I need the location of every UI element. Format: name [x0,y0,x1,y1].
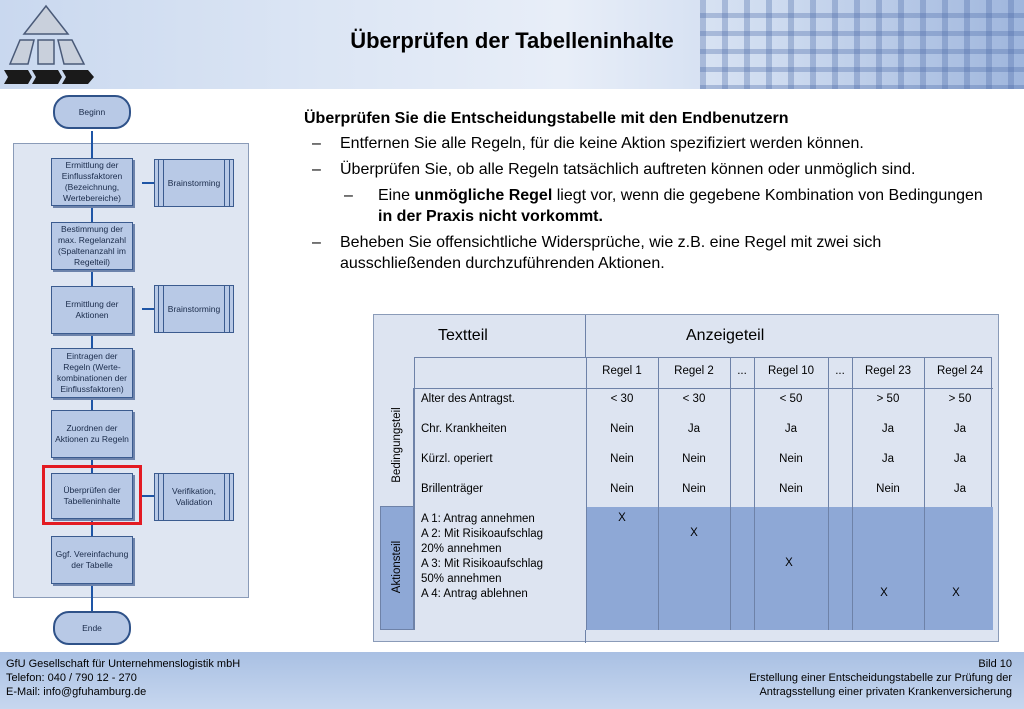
rule-header: Regel 23 [864,365,912,377]
condition-value: Nein [876,483,900,495]
condition-label: Alter des Antragst. [421,393,515,405]
mark-rule2-a2: X [690,527,698,539]
condition-value: Ja [881,423,895,435]
action-item: A 3: Mit Risikoaufschlag [421,558,544,570]
condition-label: Brillenträger [421,483,483,495]
column-rule [730,357,731,630]
footer-bar [0,652,1024,709]
text-run-bold: in der Praxis nicht vorkommt. [378,208,603,225]
footer-contact [6,657,240,699]
bullet-text: Entfernen Sie alle Regeln, für die keine Aktion spezifiziert werden können. [340,135,864,152]
current-step-highlight [42,465,142,525]
rule-header: Regel 24 [936,365,984,377]
slide-number: Bild 10 [978,658,1012,670]
anzeigeteil-header: Anzeigeteil [686,327,765,344]
bullet-3 [304,232,994,274]
footer-company: GfU Gesellschaft für Unternehmenslogistik mbH [6,658,241,670]
sub-bullet-text [378,187,983,225]
dash: – [312,234,321,251]
condition-value: Nein [610,453,634,465]
content-heading: Überprüfen Sie die Entscheidungstabelle mit den Endbenutzern [304,110,789,127]
flow-step-4: Eintragen der Regeln (Werte-kombinationen der Einflussfaktoren) [51,348,133,398]
condition-value: > 50 [876,393,900,405]
condition-value: Nein [610,483,634,495]
condition-value: < 30 [610,393,634,405]
mark-rule24-a4: X [952,587,960,599]
flow-sub-brainstorming-1 [154,159,234,207]
footer-phone: Telefon: 040 / 790 12 - 270 [6,672,137,684]
condition-value: > 50 [948,393,972,405]
process-flowchart [0,91,260,652]
condition-value: Ja [953,423,967,435]
rule-header: Regel 10 [767,365,815,377]
sub-label: Brainstorming [167,177,221,188]
text-run: liegt vor, wenn die gegebene Kombination von Bedingungen [552,187,983,204]
condition-label: Kürzl. operiert [421,453,493,465]
aktionsteil-label: Aktionsteil [391,540,403,594]
text-run: Eine [378,187,415,204]
condition-value: Nein [779,453,803,465]
action-item: 50% annehmen [421,573,502,585]
footer-slide-info [749,657,1012,699]
dash: – [312,161,321,178]
rule-header: ... [835,365,845,377]
rule-header: ... [737,365,747,377]
flow-sub-verification [154,473,234,521]
condition-value: Nein [610,423,634,435]
condition-value: Ja [881,453,895,465]
action-item: 20% annehmen [421,543,502,555]
main-content [304,108,994,279]
bullet-text: Beheben Sie offensichtliche Widersprüche, wie z.B. eine Regel mit zwei sich ausschließenden durchzuführenden Aktionen. [340,234,882,272]
flow-step-7: Ggf. Vereinfachung der Tabelle [51,536,133,584]
footer-desc-1: Erstellung einer Entscheidungstabelle zur Prüfung der [749,672,1012,684]
bullet-1 [304,133,994,154]
condition-value: < 30 [682,393,706,405]
sub-bullet-1 [304,185,994,227]
text-run-bold: unmögliche Regel [414,187,553,204]
condition-value: Nein [779,483,803,495]
flow-connector [142,495,154,497]
condition-value: Nein [682,483,706,495]
action-item: A 4: Antrag ablehnen [421,588,528,600]
mark-rule1-a1: X [618,512,626,524]
rule-header: Regel 2 [674,365,714,377]
textteil-header: Textteil [438,327,488,344]
bedingungsteil-label: Bedingungsteil [391,407,403,483]
header-rule [415,388,993,389]
flow-step-6: Überprüfen der Tabelleninhalte [51,473,133,519]
condition-value: Ja [953,453,967,465]
dash: – [312,135,321,152]
decision-table [373,314,999,642]
flow-step-2: Bestimmung der max. Regelanzahl (Spaltenanzahl im Regelteil) [51,222,133,270]
action-item: A 1: Antrag annehmen [421,513,535,525]
flow-sub-brainstorming-2 [154,285,234,333]
action-list [421,512,543,602]
flow-step-3: Ermittlung der Aktionen [51,286,133,334]
flow-end: Ende [53,611,131,645]
sub-label: Verifikation, Validation [172,486,216,507]
condition-value: < 50 [779,393,803,405]
rule-header: Regel 1 [602,365,642,377]
action-item: A 2: Mit Risikoaufschlag [421,528,544,540]
bullet-2 [304,159,994,180]
header-bar [0,0,1024,90]
dash: – [344,187,353,204]
condition-label: Chr. Krankheiten [421,423,507,435]
flow-connector [142,182,154,184]
column-rule [828,357,829,630]
page-title: Überprüfen der Tabelleninhalte [350,28,674,53]
condition-value: Ja [953,483,967,495]
flow-start: Beginn [53,95,131,129]
footer-email: E-Mail: info@gfuhamburg.de [6,686,147,698]
bullet-text: Überprüfen Sie, ob alle Regeln tatsächlich auftreten können oder unmöglich sind. [340,161,916,178]
condition-value: Ja [784,423,798,435]
flow-connector [142,308,154,310]
flow-step-1: Ermittlung der Einflussfaktoren (Bezeichnung, Wertebereiche) [51,158,133,206]
condition-value: Nein [682,453,706,465]
flow-step-5: Zuordnen der Aktionen zu Regeln [51,410,133,458]
mark-rule10-a3: X [785,557,793,569]
condition-value: Ja [687,423,701,435]
mark-rule23-a4: X [880,587,888,599]
footer-desc-2: Antragsstellung einer privaten Krankenversicherung [759,686,1012,698]
sub-label: Brainstorming [167,303,221,314]
